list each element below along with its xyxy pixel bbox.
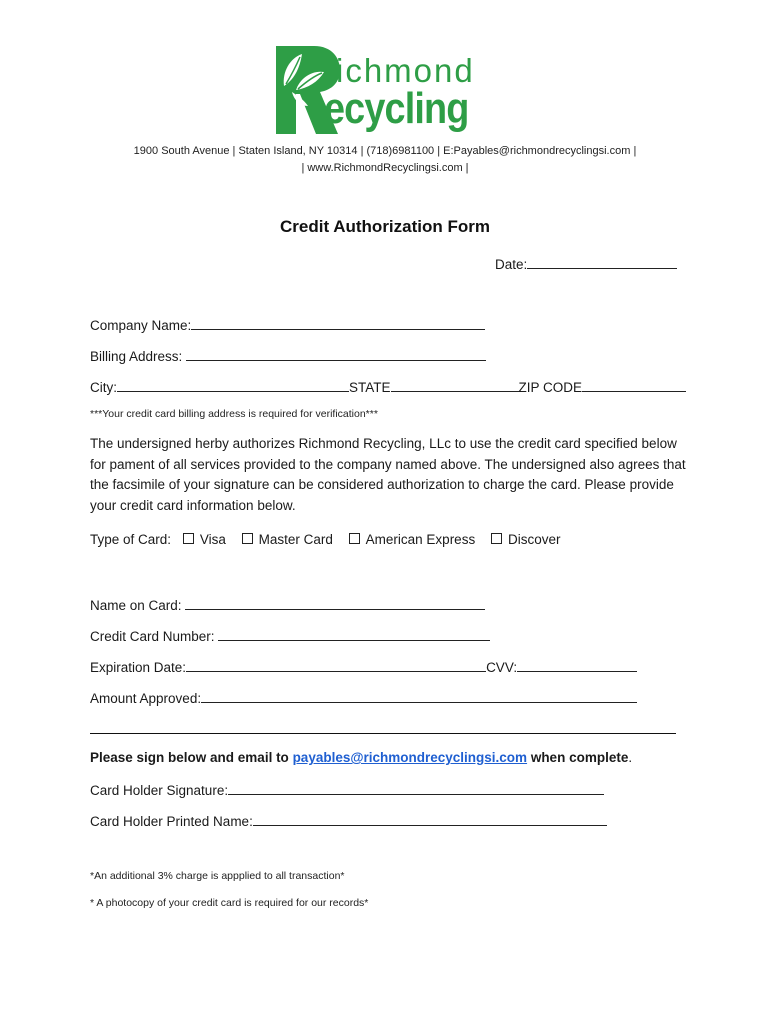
card-type-field (90, 532, 564, 547)
signature-label: Card Holder Signature: (90, 783, 229, 798)
city-line[interactable] (117, 378, 349, 392)
date-field[interactable] (495, 255, 677, 272)
logo-text-bottom: ecycling (324, 84, 469, 133)
master-card-label: Master Card (258, 532, 333, 547)
sign-period: . (628, 750, 633, 765)
payables-email-link[interactable]: payables@richmondrecyclingsi.com (292, 750, 528, 765)
billing-address-field[interactable] (90, 347, 486, 364)
city-state-zip-field[interactable] (90, 378, 686, 395)
photocopy-note: * A photocopy of your credit card is required for our records* (90, 897, 369, 909)
name-on-card-line[interactable] (185, 596, 485, 610)
state-line[interactable] (391, 378, 519, 392)
american-express-label: American Express (365, 532, 476, 547)
expiration-label: Expiration Date: (90, 660, 187, 675)
contact-line-2: | www.RichmondRecyclingsi.com | (301, 162, 469, 174)
printed-name-line[interactable] (253, 812, 607, 826)
visa-label: Visa (199, 532, 226, 547)
discover-label: Discover (507, 532, 561, 547)
name-on-card-field[interactable] (90, 596, 485, 613)
zip-label: ZIP CODE (518, 380, 583, 395)
section-divider (90, 733, 676, 734)
company-name-label: Company Name: (90, 318, 192, 333)
expiration-line[interactable] (186, 658, 486, 672)
contact-line-1: 1900 South Avenue | Staten Island, NY 10314 | (718)6981100 | E:Payables@richmondrecyclingsi.com | (133, 145, 637, 157)
date-label: Date: (495, 257, 528, 272)
fee-note: *An additional 3% charge is appplied to all transaction* (90, 870, 345, 882)
sign-instruction (90, 750, 632, 765)
logo-text-top: ichmond (336, 52, 475, 89)
billing-address-line[interactable] (186, 347, 486, 361)
state-label: STATE (349, 380, 391, 395)
discover-checkbox[interactable] (491, 533, 502, 544)
american-express-checkbox[interactable] (349, 533, 360, 544)
sign-suffix: when complete (527, 750, 629, 765)
sign-prefix: Please sign below and email to (90, 750, 293, 765)
card-number-line[interactable] (218, 627, 490, 641)
amount-approved-label: Amount Approved: (90, 691, 202, 706)
card-type-label: Type of Card: (90, 532, 172, 547)
cvv-label: CVV: (486, 660, 518, 675)
billing-address-label: Billing Address: (90, 349, 187, 364)
cvv-line[interactable] (517, 658, 637, 672)
date-line[interactable] (527, 255, 677, 269)
signature-line[interactable] (228, 781, 604, 795)
card-number-field[interactable] (90, 627, 490, 644)
card-number-label: Credit Card Number: (90, 629, 219, 644)
amount-approved-line[interactable] (201, 689, 637, 703)
expiration-cvv-field[interactable] (90, 658, 637, 675)
signature-field[interactable] (90, 781, 604, 798)
form-title: Credit Authorization Form (280, 217, 490, 236)
visa-checkbox[interactable] (183, 533, 194, 544)
master-card-checkbox[interactable] (242, 533, 253, 544)
amount-approved-field[interactable] (90, 689, 637, 706)
richmond-recycling-logo (274, 44, 494, 136)
printed-name-field[interactable] (90, 812, 607, 829)
verification-note: ***Your credit card billing address is required for verification*** (90, 408, 378, 420)
company-name-field[interactable] (90, 316, 485, 333)
authorization-paragraph: The undersigned herby authorizes Richmond Recycling, LLc to use the credit card specified below for pament of all services provided to the company named above. The undersigned also agrees that the facsimile of your signature can be considered authorization to charge the card. Please provide your credit card information below. (90, 436, 686, 513)
company-name-line[interactable] (191, 316, 485, 330)
zip-line[interactable] (582, 378, 686, 392)
name-on-card-label: Name on Card: (90, 598, 186, 613)
printed-name-label: Card Holder Printed Name: (90, 814, 253, 829)
city-label: City: (90, 380, 117, 395)
